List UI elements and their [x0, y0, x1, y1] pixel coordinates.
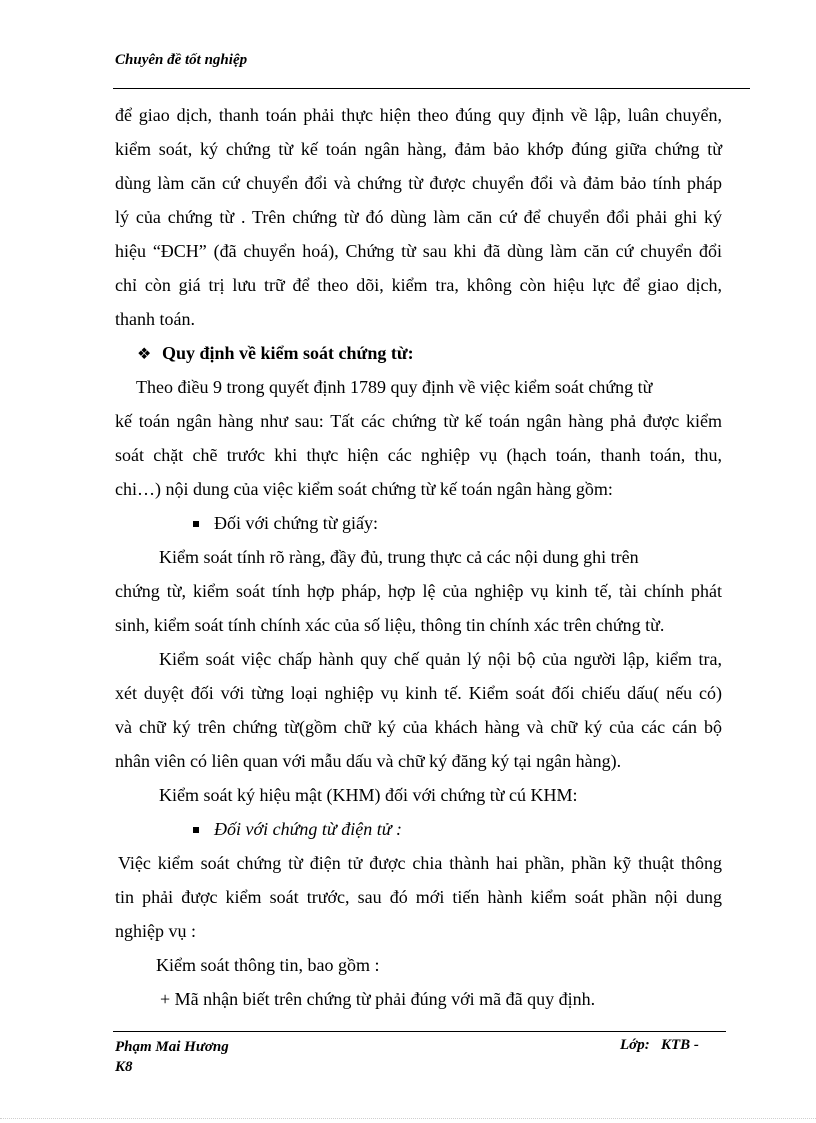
- body-line: + Mã nhận biết trên chứng từ phải đúng với mã đã quy định.: [160, 989, 596, 1009]
- body-line: Kiểm soát thông tin, bao gồm :: [156, 955, 380, 975]
- footer-author: [115, 1037, 229, 1077]
- body-line: nghiệp vụ :: [115, 921, 196, 941]
- body-line: xét duyệt đối với từng loại nghiệp vụ kinh tế. Kiểm soát đối chiếu dấu( nếu có): [115, 683, 722, 703]
- body-line: chứng từ, kiểm soát tính hợp pháp, hợp lệ của nghiệp vụ kinh tế, tài chính phát: [115, 581, 722, 601]
- body-line: nhân viên có liên quan với mẫu dấu và chữ ký đăng ký tại ngân hàng).: [115, 751, 622, 771]
- square-bullet-icon: [193, 827, 199, 833]
- body-line: kế toán ngân hàng như sau: Tất các chứng từ kế toán ngân hàng phả được kiểm: [115, 411, 722, 431]
- body-line: soát chặt chẽ trước khi thực hiện các nghiệp vụ (hạch toán, thanh toán, thu,: [115, 445, 722, 465]
- body-line: hiệu “ĐCH” (đã chuyển hoá), Chứng từ sau khi đã dùng làm căn cứ chuyển đổi: [115, 241, 722, 261]
- body-line: chi…) nội dung của việc kiểm soát chứng từ kế toán ngân hàng gồm:: [115, 479, 613, 499]
- body-line: Kiểm soát ký hiệu mật (KHM) đối với chứng từ cú KHM:: [159, 785, 578, 805]
- footer-divider: [113, 1031, 726, 1032]
- diamond-bullet-icon: ❖: [137, 346, 152, 363]
- footer-author-name: Phạm Mai Hương: [115, 1039, 229, 1055]
- body-line: lý của chứng từ . Trên chứng từ đó dùng làm căn cứ để chuyển đổi phải ghi ký: [115, 207, 722, 227]
- footer-class-label: Lớp: KTB -: [620, 1037, 699, 1053]
- body-line: Kiểm soát việc chấp hành quy chế quản lý nội bộ của người lập, kiểm tra,: [159, 649, 722, 669]
- square-bullet-icon: [193, 521, 199, 527]
- page-header-title: Chuyên đề tốt nghiệp: [115, 52, 248, 68]
- body-line: kiểm soát, ký chứng từ kế toán ngân hàng, đảm bảo khớp đúng giữa chứng từ: [115, 139, 722, 159]
- body-line: và chữ ký trên chứng từ(gồm chữ ký của khách hàng và chữ ký của các cán bộ: [115, 717, 722, 737]
- body-line: tin phải được kiểm soát trước, sau đó mới tiến hành kiểm soát phần nội dung: [115, 887, 722, 907]
- section-heading: Quy định về kiểm soát chứng từ:: [162, 343, 414, 363]
- page-bottom-border: [0, 1118, 816, 1119]
- body-line: Việc kiểm soát chứng từ điện tử được chia thành hai phần, phần kỹ thuật thông: [118, 853, 722, 873]
- header-divider: [113, 88, 750, 89]
- body-line: dùng làm căn cứ chuyển đổi và chứng từ được chuyển đổi và đảm bảo tính pháp: [115, 173, 722, 193]
- bullet-electronic-heading: Đối với chứng từ điện tử :: [214, 819, 403, 839]
- body-line: Theo điều 9 trong quyết định 1789 quy định về việc kiểm soát chứng từ: [136, 377, 653, 397]
- body-line: Kiểm soát tính rõ ràng, đầy đủ, trung thực cả các nội dung ghi trên: [159, 547, 639, 567]
- body-line: thanh toán.: [115, 309, 195, 329]
- body-line: để giao dịch, thanh toán phải thực hiện theo đúng quy định về lập, luân chuyển,: [115, 105, 722, 125]
- bullet-paper-heading: Đối với chứng từ giấy:: [214, 513, 379, 533]
- body-line: chỉ còn giá trị lưu trữ để theo dõi, kiểm tra, không còn hiệu lực để giao dịch,: [115, 275, 722, 295]
- body-line: sinh, kiểm soát tính chính xác của số liệu, thông tin chính xác trên chứng từ.: [115, 615, 665, 635]
- footer-author-suffix: K8: [115, 1059, 133, 1075]
